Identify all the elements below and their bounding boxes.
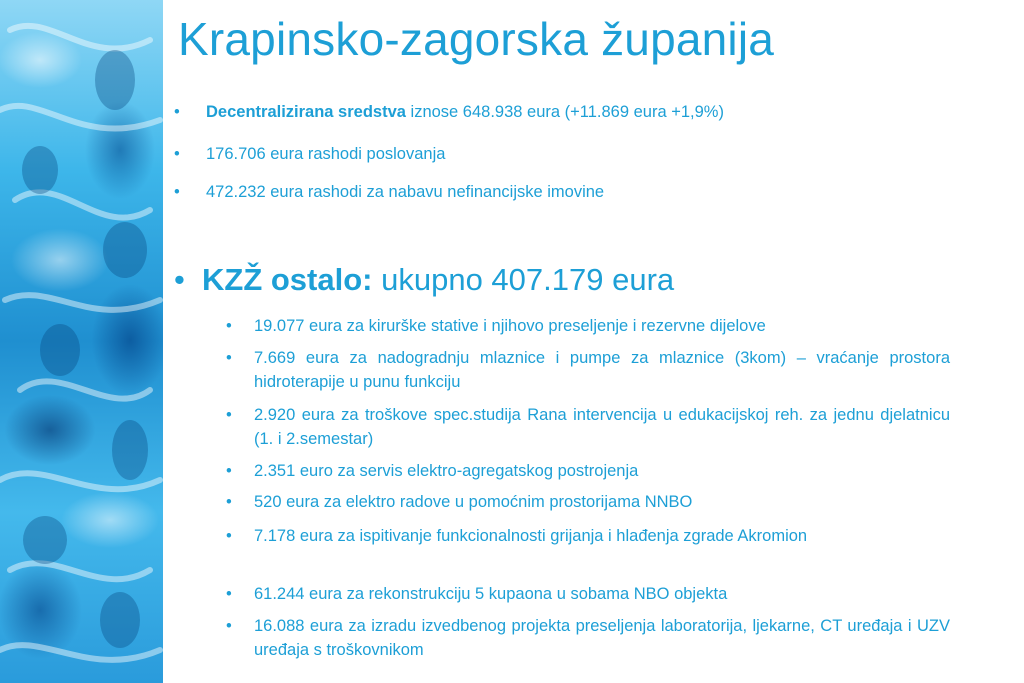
- bullet-icon: •: [226, 585, 232, 603]
- sub-bullet-text: 2.920 eura za troškove spec.studija Rana intervencija u edukacijskoj reh. za jednu djelatnicu (1. i 2.semestar): [254, 406, 950, 448]
- sub-bullet-text: 7.178 eura za ispitivanje funkcionalnosti grijanja i hlađenja zgrade Akromion: [254, 527, 808, 545]
- bullet-icon: •: [226, 317, 232, 335]
- bullet-icon: •: [174, 183, 180, 201]
- sub-bullet-text: 2.351 euro za servis elektro-agregatskog postrojenja: [254, 462, 639, 480]
- bullet-bold-label: Decentralizirana sredstva: [206, 103, 406, 121]
- sub-bullet-text: 7.669 eura za nadogradnju mlaznice i pumpe za mlaznice (3kom) – vraćanje prostora hidroterapije u punu funkciju: [254, 349, 950, 391]
- bullet-icon: •: [226, 349, 232, 367]
- sub-bullet-text: 16.088 eura za izradu izvedbenog projekta preseljenja laboratorija, ljekarne, CT uređaja i UZV uređaja s troškovnikom: [254, 617, 950, 659]
- section-bold-label: KZŽ ostalo:: [202, 262, 373, 297]
- slide-title: Krapinsko-zagorska županija: [178, 13, 775, 65]
- bullet-icon: •: [226, 406, 232, 424]
- bullet-icon: •: [226, 527, 232, 545]
- bullet-icon: •: [226, 493, 232, 511]
- bullet-text: 176.706 eura rashodi poslovanja: [206, 145, 446, 163]
- sub-bullet-text: 520 eura za elektro radove u pomoćnim prostorijama NNBO: [254, 493, 693, 511]
- bullet-text: 472.232 eura rashodi za nabavu nefinancijske imovine: [206, 183, 605, 201]
- bullet-icon: •: [226, 462, 232, 480]
- bullet-icon: •: [174, 103, 180, 121]
- sub-bullet-text: 61.244 eura za rekonstrukciju 5 kupaona u sobama NBO objekta: [254, 585, 728, 603]
- sub-bullet-text: 19.077 eura za kirurške stative i njihovo preseljenje i rezervne dijelove: [254, 317, 766, 335]
- bullet-text: iznose 648.938 eura (+11.869 eura +1,9%): [405, 103, 724, 121]
- decorative-water-sidebar: [0, 0, 163, 683]
- bullet-icon: •: [174, 145, 180, 163]
- bullet-icon: •: [174, 262, 185, 297]
- section-text: ukupno 407.179 eura: [372, 262, 675, 297]
- bullet-icon: •: [226, 617, 232, 635]
